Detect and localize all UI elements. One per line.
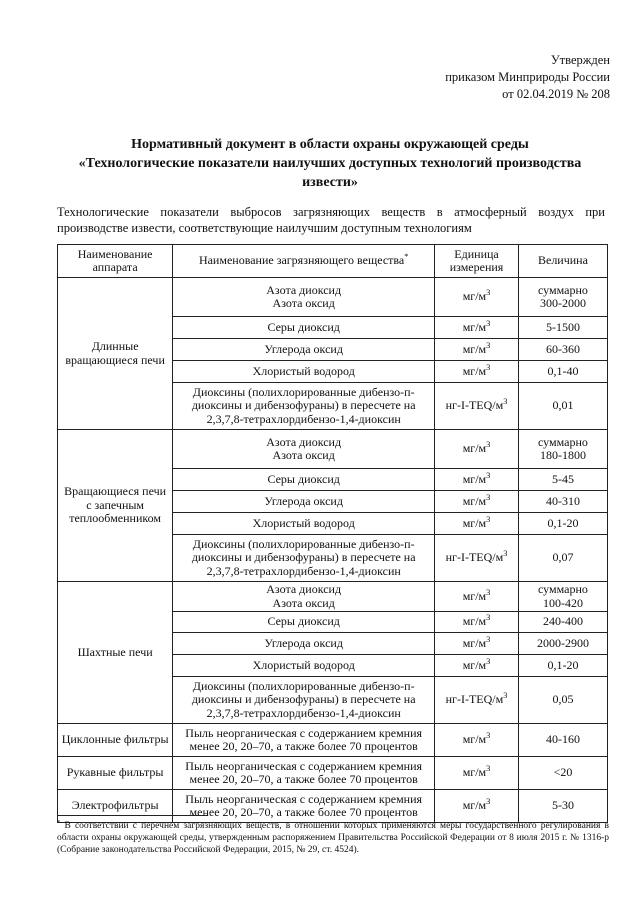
substance-cell: Серы диоксид — [173, 612, 435, 633]
substance-cell: Пыль неорганическая с содержанием кремния менее 20, 20–70, а также более 70 процентов — [173, 724, 435, 757]
approval-line-3: от 02.04.2019 № 208 — [502, 87, 610, 101]
unit-text: нг-I-TEQ/м — [445, 398, 504, 413]
substance-cell: Углерода оксид — [173, 633, 435, 655]
footnote-text: В соответствии с перечнем загрязняющих веществ, в отношении которых применяются меры государственного регулирования в области охраны окружающей среды, утвержденным распоряжением Правительства Российской Федерации от 8 июля 2015 г. № 1316-р (Собрание законодательства Российской Федерации, 2015, № 29, ст. 4524). — [57, 821, 609, 855]
unit-cell — [435, 582, 519, 612]
value-cell: <20 — [518, 757, 607, 790]
unit-text: мг/м — [462, 341, 487, 356]
unit-cell — [435, 535, 519, 582]
substance-cell: Углерода оксид — [173, 491, 435, 513]
header-substance — [173, 245, 435, 278]
substance-cell: Хлористый водород — [173, 361, 435, 383]
unit-text: мг/м — [462, 635, 487, 650]
device-cell: Циклонные фильтры — [58, 724, 173, 757]
unit-text: мг/м — [462, 732, 487, 747]
value-cell: суммарно 180-1800 — [518, 430, 607, 469]
unit-superscript: 3 — [486, 656, 491, 666]
value-cell: 0,1-40 — [518, 361, 607, 383]
unit-superscript: 3 — [486, 731, 491, 741]
unit-superscript: 3 — [486, 764, 491, 774]
substance-cell: Хлористый водород — [173, 655, 435, 677]
value-cell: суммарно 300-2000 — [518, 278, 607, 317]
unit-text: мг/м — [462, 614, 487, 629]
substance-cell: Пыль неорганическая с содержанием кремния менее 20, 20–70, а также более 70 процентов — [173, 757, 435, 790]
table-row — [58, 582, 608, 612]
title-line-1: Нормативный документ в области охраны окружающей среды — [131, 137, 529, 152]
header-device — [58, 245, 173, 278]
approval-line-2: приказом Минприроды России — [445, 70, 610, 84]
unit-text: мг/м — [462, 493, 487, 508]
unit-superscript: 3 — [486, 340, 491, 350]
unit-superscript: 3 — [486, 470, 491, 480]
unit-text: мг/м — [462, 765, 487, 780]
table-row — [58, 790, 608, 823]
table-row — [58, 724, 608, 757]
value-cell: 40-310 — [518, 491, 607, 513]
header-value-label: Величина — [537, 253, 588, 268]
unit-cell — [435, 278, 519, 317]
value-cell: 5-1500 — [518, 317, 607, 339]
table-row — [58, 430, 608, 469]
unit-text: мг/м — [462, 515, 487, 530]
value-cell: 0,1-20 — [518, 513, 607, 535]
footnote — [57, 820, 609, 856]
value-cell: 0,1-20 — [518, 655, 607, 677]
unit-superscript: 3 — [486, 514, 491, 524]
unit-superscript: 3 — [486, 492, 491, 502]
substance-cell: Пыль неорганическая с содержанием кремния менее 20, 20–70, а также более 70 процентов — [173, 790, 435, 823]
table-body — [58, 278, 608, 823]
value-cell: 5-45 — [518, 469, 607, 491]
unit-text: нг-I-TEQ/м — [445, 550, 504, 565]
substance-cell: Хлористый водород — [173, 513, 435, 535]
unit-superscript: 3 — [486, 318, 491, 328]
document-title — [40, 135, 620, 192]
unit-superscript: 3 — [486, 362, 491, 372]
unit-superscript: 3 — [486, 288, 491, 298]
device-cell: Длинные вращающиеся печи — [58, 278, 173, 430]
substance-cell: Азота диоксид Азота оксид — [173, 582, 435, 612]
approval-block — [445, 52, 610, 103]
unit-superscript: 3 — [486, 440, 491, 450]
unit-superscript: 3 — [503, 691, 508, 701]
value-cell: 240-400 — [518, 612, 607, 633]
unit-superscript: 3 — [486, 587, 491, 597]
unit-cell — [435, 491, 519, 513]
header-unit-label: Единица измерения — [449, 246, 504, 274]
unit-text: мг/м — [462, 588, 487, 603]
table-row — [58, 278, 608, 317]
unit-cell — [435, 469, 519, 491]
title-line-3: извести» — [302, 175, 358, 190]
unit-text: мг/м — [462, 363, 487, 378]
substance-cell: Серы диоксид — [173, 469, 435, 491]
unit-text: мг/м — [462, 289, 487, 304]
approval-line-1: Утвержден — [550, 53, 610, 67]
value-cell: 0,01 — [518, 383, 607, 430]
unit-cell — [435, 612, 519, 633]
value-cell: 2000-2900 — [518, 633, 607, 655]
device-cell: Вращающиеся печи с запечным теплообменником — [58, 430, 173, 582]
footnote-divider — [57, 815, 207, 816]
header-substance-label: Наименование загрязняющего вещества — [198, 253, 405, 268]
device-cell: Рукавные фильтры — [58, 757, 173, 790]
substance-cell: Азота диоксид Азота оксид — [173, 430, 435, 469]
unit-cell — [435, 655, 519, 677]
unit-cell — [435, 361, 519, 383]
value-cell: суммарно 100-420 — [518, 582, 607, 612]
unit-cell — [435, 677, 519, 724]
substance-cell: Серы диоксид — [173, 317, 435, 339]
unit-cell — [435, 383, 519, 430]
unit-superscript: 3 — [486, 634, 491, 644]
header-value — [518, 245, 607, 278]
table-header-row — [58, 245, 608, 278]
unit-cell — [435, 513, 519, 535]
unit-superscript: 3 — [503, 397, 508, 407]
substance-cell: Углерода оксид — [173, 339, 435, 361]
header-device-label: Наименование аппарата — [77, 246, 153, 274]
value-cell: 0,07 — [518, 535, 607, 582]
substance-cell: Диоксины (полихлорированные дибензо-п- диоксины и дибензофураны) в пересчете на 2,3,7,8-тетрахлордибензо-1,4-диоксин — [173, 677, 435, 724]
value-cell: 40-160 — [518, 724, 607, 757]
header-unit — [435, 245, 519, 278]
device-cell: Шахтные печи — [58, 582, 173, 724]
unit-text: мг/м — [462, 319, 487, 334]
unit-cell — [435, 790, 519, 823]
unit-superscript: 3 — [486, 613, 491, 623]
value-cell: 0,05 — [518, 677, 607, 724]
unit-text: мг/м — [462, 657, 487, 672]
table-row — [58, 757, 608, 790]
intro-paragraph: Технологические показатели выбросов загрязняющих веществ в атмосферный воздух при производстве извести, соответствующие наилучшим доступным технологиям — [57, 205, 605, 235]
unit-cell — [435, 757, 519, 790]
footnote-marker: * — [57, 818, 61, 826]
value-cell: 5-30 — [518, 790, 607, 823]
unit-cell — [435, 339, 519, 361]
unit-superscript: 3 — [486, 797, 491, 807]
substance-cell: Диоксины (полихлорированные дибензо-п- диоксины и дибензофураны) в пересчете на 2,3,7,8-тетрахлордибензо-1,4-диоксин — [173, 535, 435, 582]
substance-cell: Азота диоксид Азота оксид — [173, 278, 435, 317]
unit-text: мг/м — [462, 441, 487, 456]
unit-text: мг/м — [462, 471, 487, 486]
unit-cell — [435, 317, 519, 339]
title-line-2: «Технологические показатели наилучших доступных технологий производства — [78, 156, 582, 171]
value-cell: 60-360 — [518, 339, 607, 361]
unit-superscript: 3 — [503, 549, 508, 559]
unit-cell — [435, 430, 519, 469]
footnote-mark: * — [404, 252, 409, 262]
device-cell: Электрофильтры — [58, 790, 173, 823]
unit-cell — [435, 724, 519, 757]
indicators-table — [57, 244, 608, 823]
unit-text: мг/м — [462, 798, 487, 813]
unit-text: нг-I-TEQ/м — [445, 692, 504, 707]
substance-cell: Диоксины (полихлорированные дибензо-п- диоксины и дибензофураны) в пересчете на 2,3,7,8-тетрахлордибензо-1,4-диоксин — [173, 383, 435, 430]
unit-cell — [435, 633, 519, 655]
